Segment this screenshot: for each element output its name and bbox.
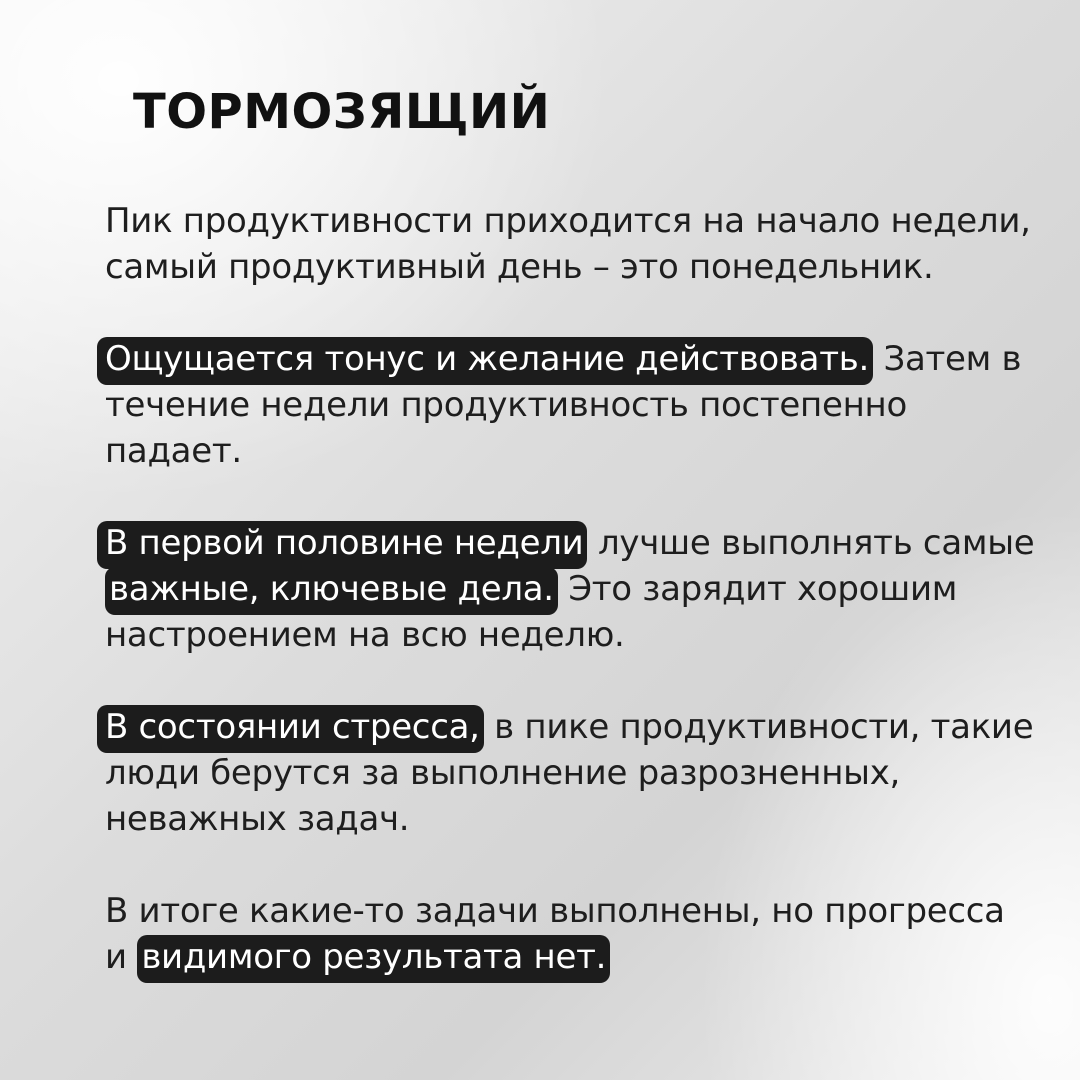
page-title: ТОРМОЗЯЩИЙ <box>133 84 551 140</box>
paragraph-tonus <box>105 336 1035 474</box>
paragraph-text: Это зарядит хорошим настроением на всю неделю. <box>105 569 958 655</box>
highlight-stress: В состоянии стресса, <box>97 705 484 753</box>
paragraph-text: Пик продуктивности приходится на начало недели, самый продуктивный день – это понедельник. <box>105 201 1031 287</box>
paragraph-first-half <box>105 520 1035 658</box>
paragraph-peak-productivity <box>105 198 1035 290</box>
paragraph-text: В итоге какие-то задачи выполнены, но прогресса и <box>105 891 1005 977</box>
highlight-tonus: Ощущается тонус и желание действовать. <box>97 337 873 385</box>
paragraph-result <box>105 888 1035 980</box>
highlight-key-tasks: важные, ключевые дела. <box>105 567 558 615</box>
highlight-result: видимого результата нет. <box>137 935 610 983</box>
paragraph-text: лучше выполнять самые <box>587 523 1035 563</box>
paragraph-text: Затем в течение недели продуктивность постепенно падает. <box>105 339 1022 471</box>
content-body <box>105 198 1035 1026</box>
paragraph-text: в пике продуктивности, такие люди берутся за выполнение разрозненных, неважных задач. <box>105 707 1034 839</box>
paragraph-stress <box>105 704 1035 842</box>
highlight-first-half: В первой половине недели <box>97 521 587 569</box>
